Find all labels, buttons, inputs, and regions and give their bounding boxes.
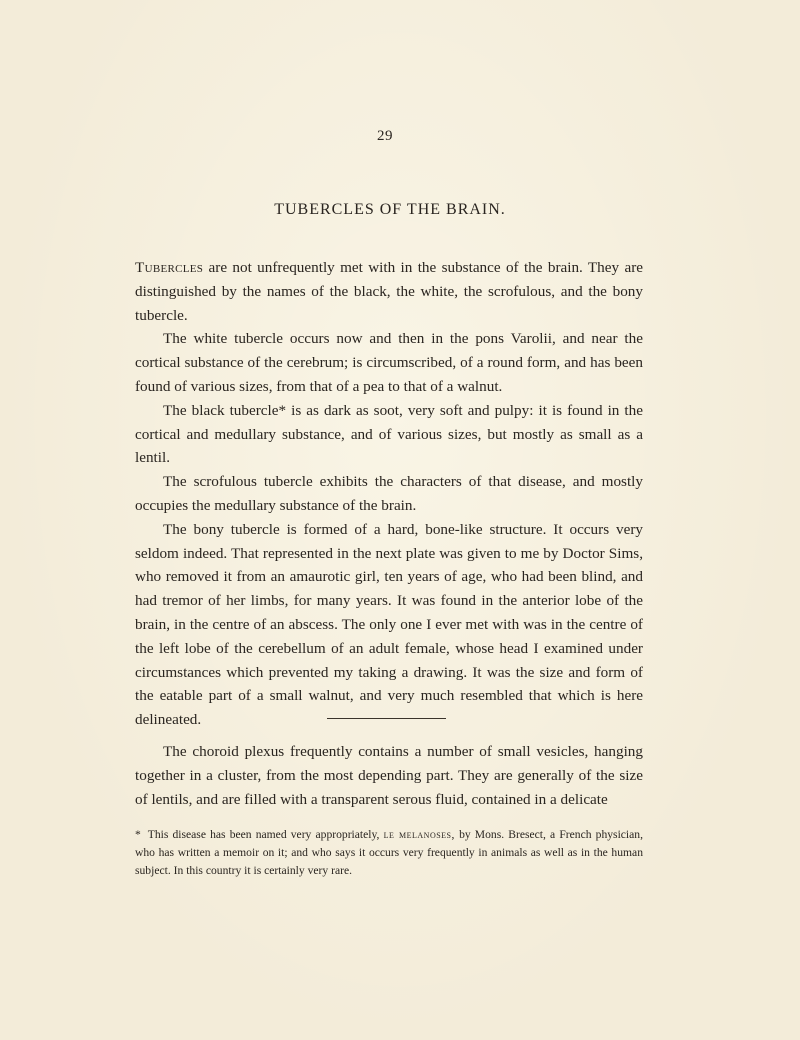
- footnote-text: by Mons. Bresect, a French physician, who has written a memoir on it; and who says it occurs very frequently in animals as well as in the human subject. In this country it is certainly very rare.: [135, 828, 643, 877]
- section-divider: [327, 718, 446, 719]
- lead-word: Tubercles: [135, 259, 204, 276]
- paragraph-text: The black tubercle: [163, 401, 279, 419]
- footnote-text: This disease has been named very appropriately,: [147, 828, 380, 841]
- footnote-reference: *: [278, 401, 287, 419]
- footnote-marker: *: [135, 828, 141, 841]
- paragraph-choroid-plexus: The choroid plexus frequently contains a number of small vesicles, hanging together in a cluster, from the most depending part. They are generally of the size of lentils, and are filled with a transparent serous fluid, contained in a delicate: [135, 743, 643, 808]
- chapter-title: TUBERCLES OF THE BRAIN.: [274, 201, 506, 218]
- page-number: 29: [377, 128, 393, 144]
- paragraph-scrofulous-tubercle: The scrofulous tubercle exhibits the characters of that disease, and mostly occupies the medullary substance of the brain.: [135, 473, 643, 514]
- paragraph-white-tubercle: The white tubercle occurs now and then in the pons Varolii, and near the cortical substance of the cerebrum; is circumscribed, of a round form, and has been found of various sizes, from that of a pea to that of a walnut.: [135, 330, 643, 395]
- footnote: [135, 826, 643, 880]
- main-text: [135, 256, 643, 732]
- paragraph-black-tubercle: [135, 399, 643, 470]
- main-text-continued: [135, 740, 643, 811]
- paragraph-text: is as dark as soot, very soft and pulpy: it is found in the cortical and medullary substance, and of various sizes, but mostly as small as a lentil.: [135, 401, 643, 467]
- footnote-term: le melanoses,: [383, 828, 455, 841]
- paragraph-tubercles-intro: [135, 256, 643, 327]
- paragraph-text: are not unfrequently met with in the substance of the brain. They are distinguished by the names of the black, the white, the scrofulous, and the bony tubercle.: [135, 259, 643, 324]
- paragraph-bony-tubercle: The bony tubercle is formed of a hard, bone-like structure. It occurs very seldom indeed. That represented in the next plate was given to me by Doctor Sims, who removed it from an amaurotic girl, ten years of age, who had been blind, and had tremor of her limbs, for many years. It was found in the anterior lobe of the brain, in the centre of an abscess. The only one I ever met with was in the centre of the left lobe of the cerebellum of an adult female, whose head I examined under circumstances which prevented my taking a drawing. It was the size and form of the eatable part of a small walnut, and very much resembled that which is here delineated.: [135, 520, 643, 729]
